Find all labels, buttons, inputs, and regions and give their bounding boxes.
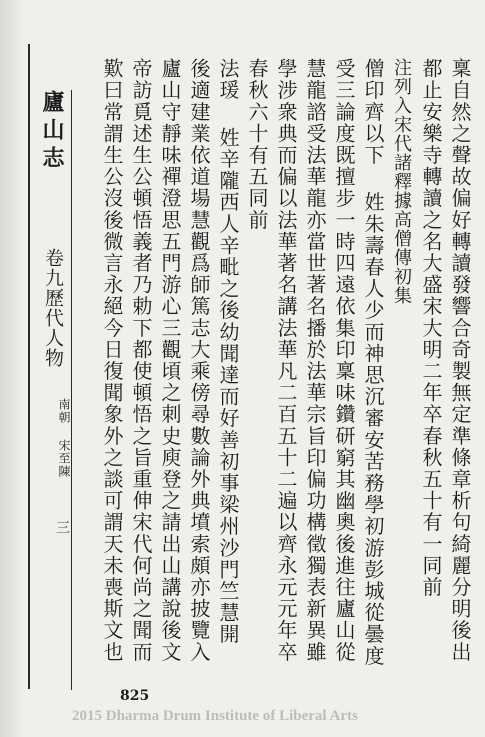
text-column-1: 稟自然之聲故偏好轉讀發響合奇製無定準條章析句綺麗分明後出 [448,58,472,663]
text-column-7: 學涉衆典而偏以法華著名講法華凡二百五十二遍以齊永元元年卒 [274,58,298,663]
watermark: 2015 Dharma Drum Institute of Liberal Arts [72,708,358,724]
spine-volume: 卷九歷代人物 [42,248,64,368]
page-edge [0,0,22,737]
text-column-2: 都止安樂寺轉讀之名大盛宋大明二年卒春秋五十有一同前 [419,58,443,598]
spine-section: 南朝 宋至陳 [57,398,71,478]
text-column-4: 僧印齊以下 姓朱壽春人少而神思沉審安苦務學初游彭城從曇度 [361,58,385,667]
text-column-9: 法瑗 姓辛隴西人辛毗之後幼聞達而好善初事梁州沙門竺慧開 [216,58,240,646]
text-column-6: 慧龍諮受法華龍亦當世著名播於法華宗旨印偏功構徵獨表新異雖 [303,58,327,663]
spine-title: 廬山志 [39,90,65,174]
text-column-11: 廬山守靜味禪澄思五門游心三觀頃之刺史庾登之請出山講說後文 [158,58,182,663]
text-column-8: 春秋六十有五同前 [245,58,269,231]
spine-box [28,90,72,690]
text-column-13: 歎曰常謂生公沒後微言永絕今日復聞象外之談可謂天未喪斯文也 [100,58,124,663]
spine-page-char: 三 [54,520,70,534]
text-column-12: 帝訪覓述生公頓悟義者乃勅下都使頓悟之旨重伸宋代何尚之聞而 [129,58,153,663]
page-number: 825 [120,688,150,704]
text-column-5: 受三論度既擅步一時四遠依集印稟味鑽研窮其幽奧後進往廬山從 [332,58,356,663]
text-column-10: 後適建業依道場慧觀爲師篤志大乘傍尋數論外典墳索頗亦披覽入 [187,58,211,663]
text-column-3: 注列入宋代諸釋據高僧傳初集 [391,58,412,305]
